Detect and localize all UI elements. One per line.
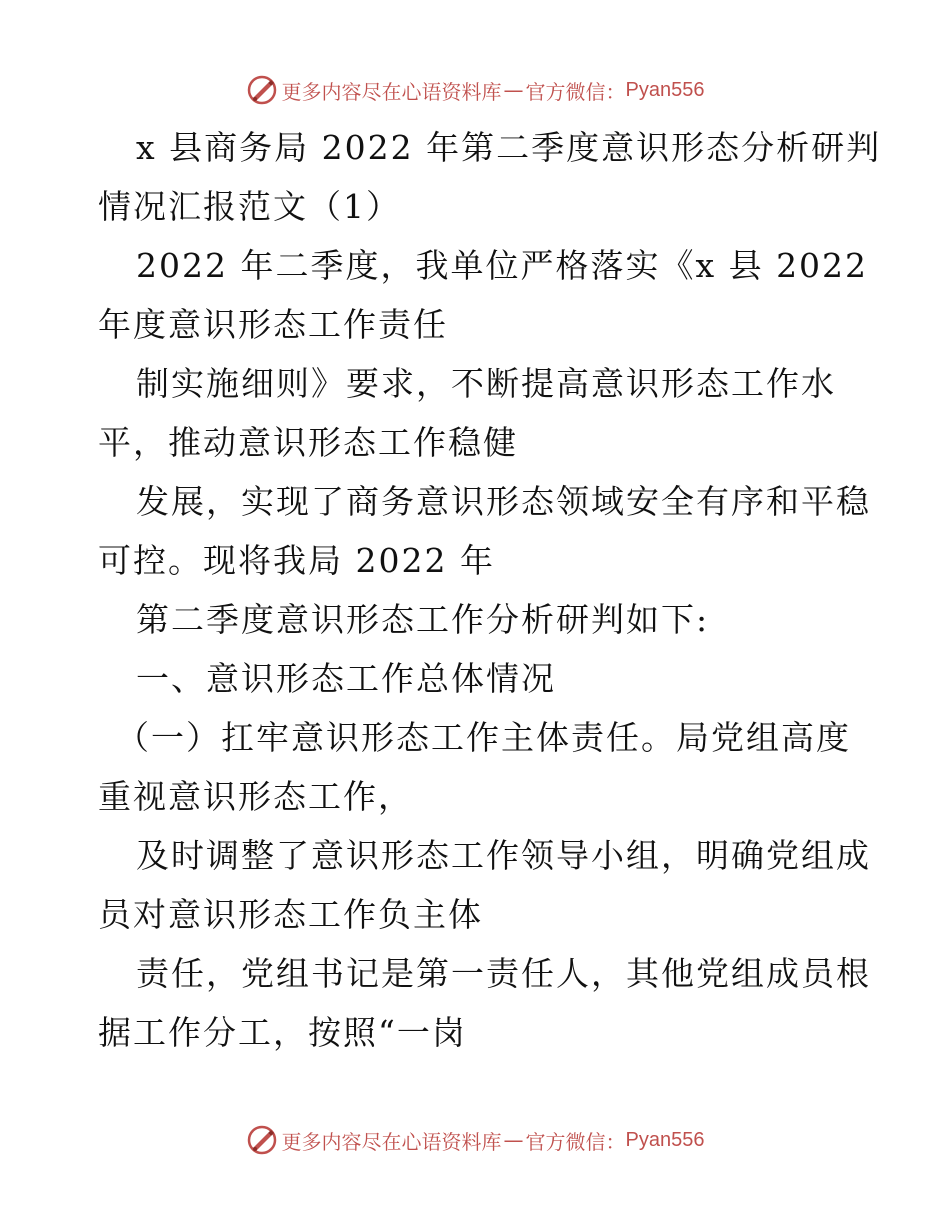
banner-wechat-label: 官方微信：	[525, 79, 626, 104]
doc-paragraph-line: 及时调整了意识形态工作领导小组，明确党组成	[136, 836, 871, 875]
doc-paragraph-line: 平，推动意识形态工作稳健	[98, 423, 518, 462]
doc-paragraph-line: （一）扛牢意识形态工作主体责任。局党组高度	[116, 718, 851, 757]
banner-wechat-id: Pyan556	[625, 1128, 705, 1151]
footer-banner	[0, 1120, 950, 1160]
doc-paragraph-line: 年度意识形态工作责任	[98, 305, 448, 344]
banner-separator: —	[503, 1128, 524, 1152]
doc-paragraph-line: 据工作分工，按照“一岗	[98, 1013, 467, 1052]
doc-paragraph-line: 2022 年二季度，我单位严格落实《x 县 2022	[136, 246, 869, 285]
doc-title-line-1: x 县商务局 2022 年第二季度意识形态分析研判	[136, 128, 882, 167]
doc-paragraph-line: 员对意识形态工作负主体	[98, 895, 483, 934]
banner-wechat-id: Pyan556	[625, 78, 705, 101]
pen-logo-icon	[246, 74, 278, 106]
pen-logo-icon	[246, 1124, 278, 1156]
banner-wechat-label: 官方微信：	[525, 1129, 626, 1154]
banner-separator: —	[503, 78, 524, 102]
doc-title-line-2: 情况汇报范文（1）	[98, 187, 401, 226]
doc-paragraph-line: 重视意识形态工作，	[98, 777, 413, 816]
doc-paragraph-line: 制实施细则》要求，不断提高意识形态工作水	[136, 364, 836, 403]
doc-paragraph-line: 责任，党组书记是第一责任人，其他党组成员根	[136, 954, 871, 993]
banner-text: 更多内容尽在心语资料库	[281, 1129, 502, 1154]
doc-paragraph-line: 可控。现将我局 2022 年	[98, 541, 495, 580]
doc-paragraph-line: 第二季度意识形态工作分析研判如下:	[136, 600, 710, 639]
section-heading: 一、意识形态工作总体情况	[136, 659, 556, 698]
doc-paragraph-line: 发展，实现了商务意识形态领域安全有序和平稳	[136, 482, 871, 521]
banner-text: 更多内容尽在心语资料库	[281, 79, 502, 104]
header-banner	[0, 70, 950, 110]
document-body	[98, 118, 882, 1062]
